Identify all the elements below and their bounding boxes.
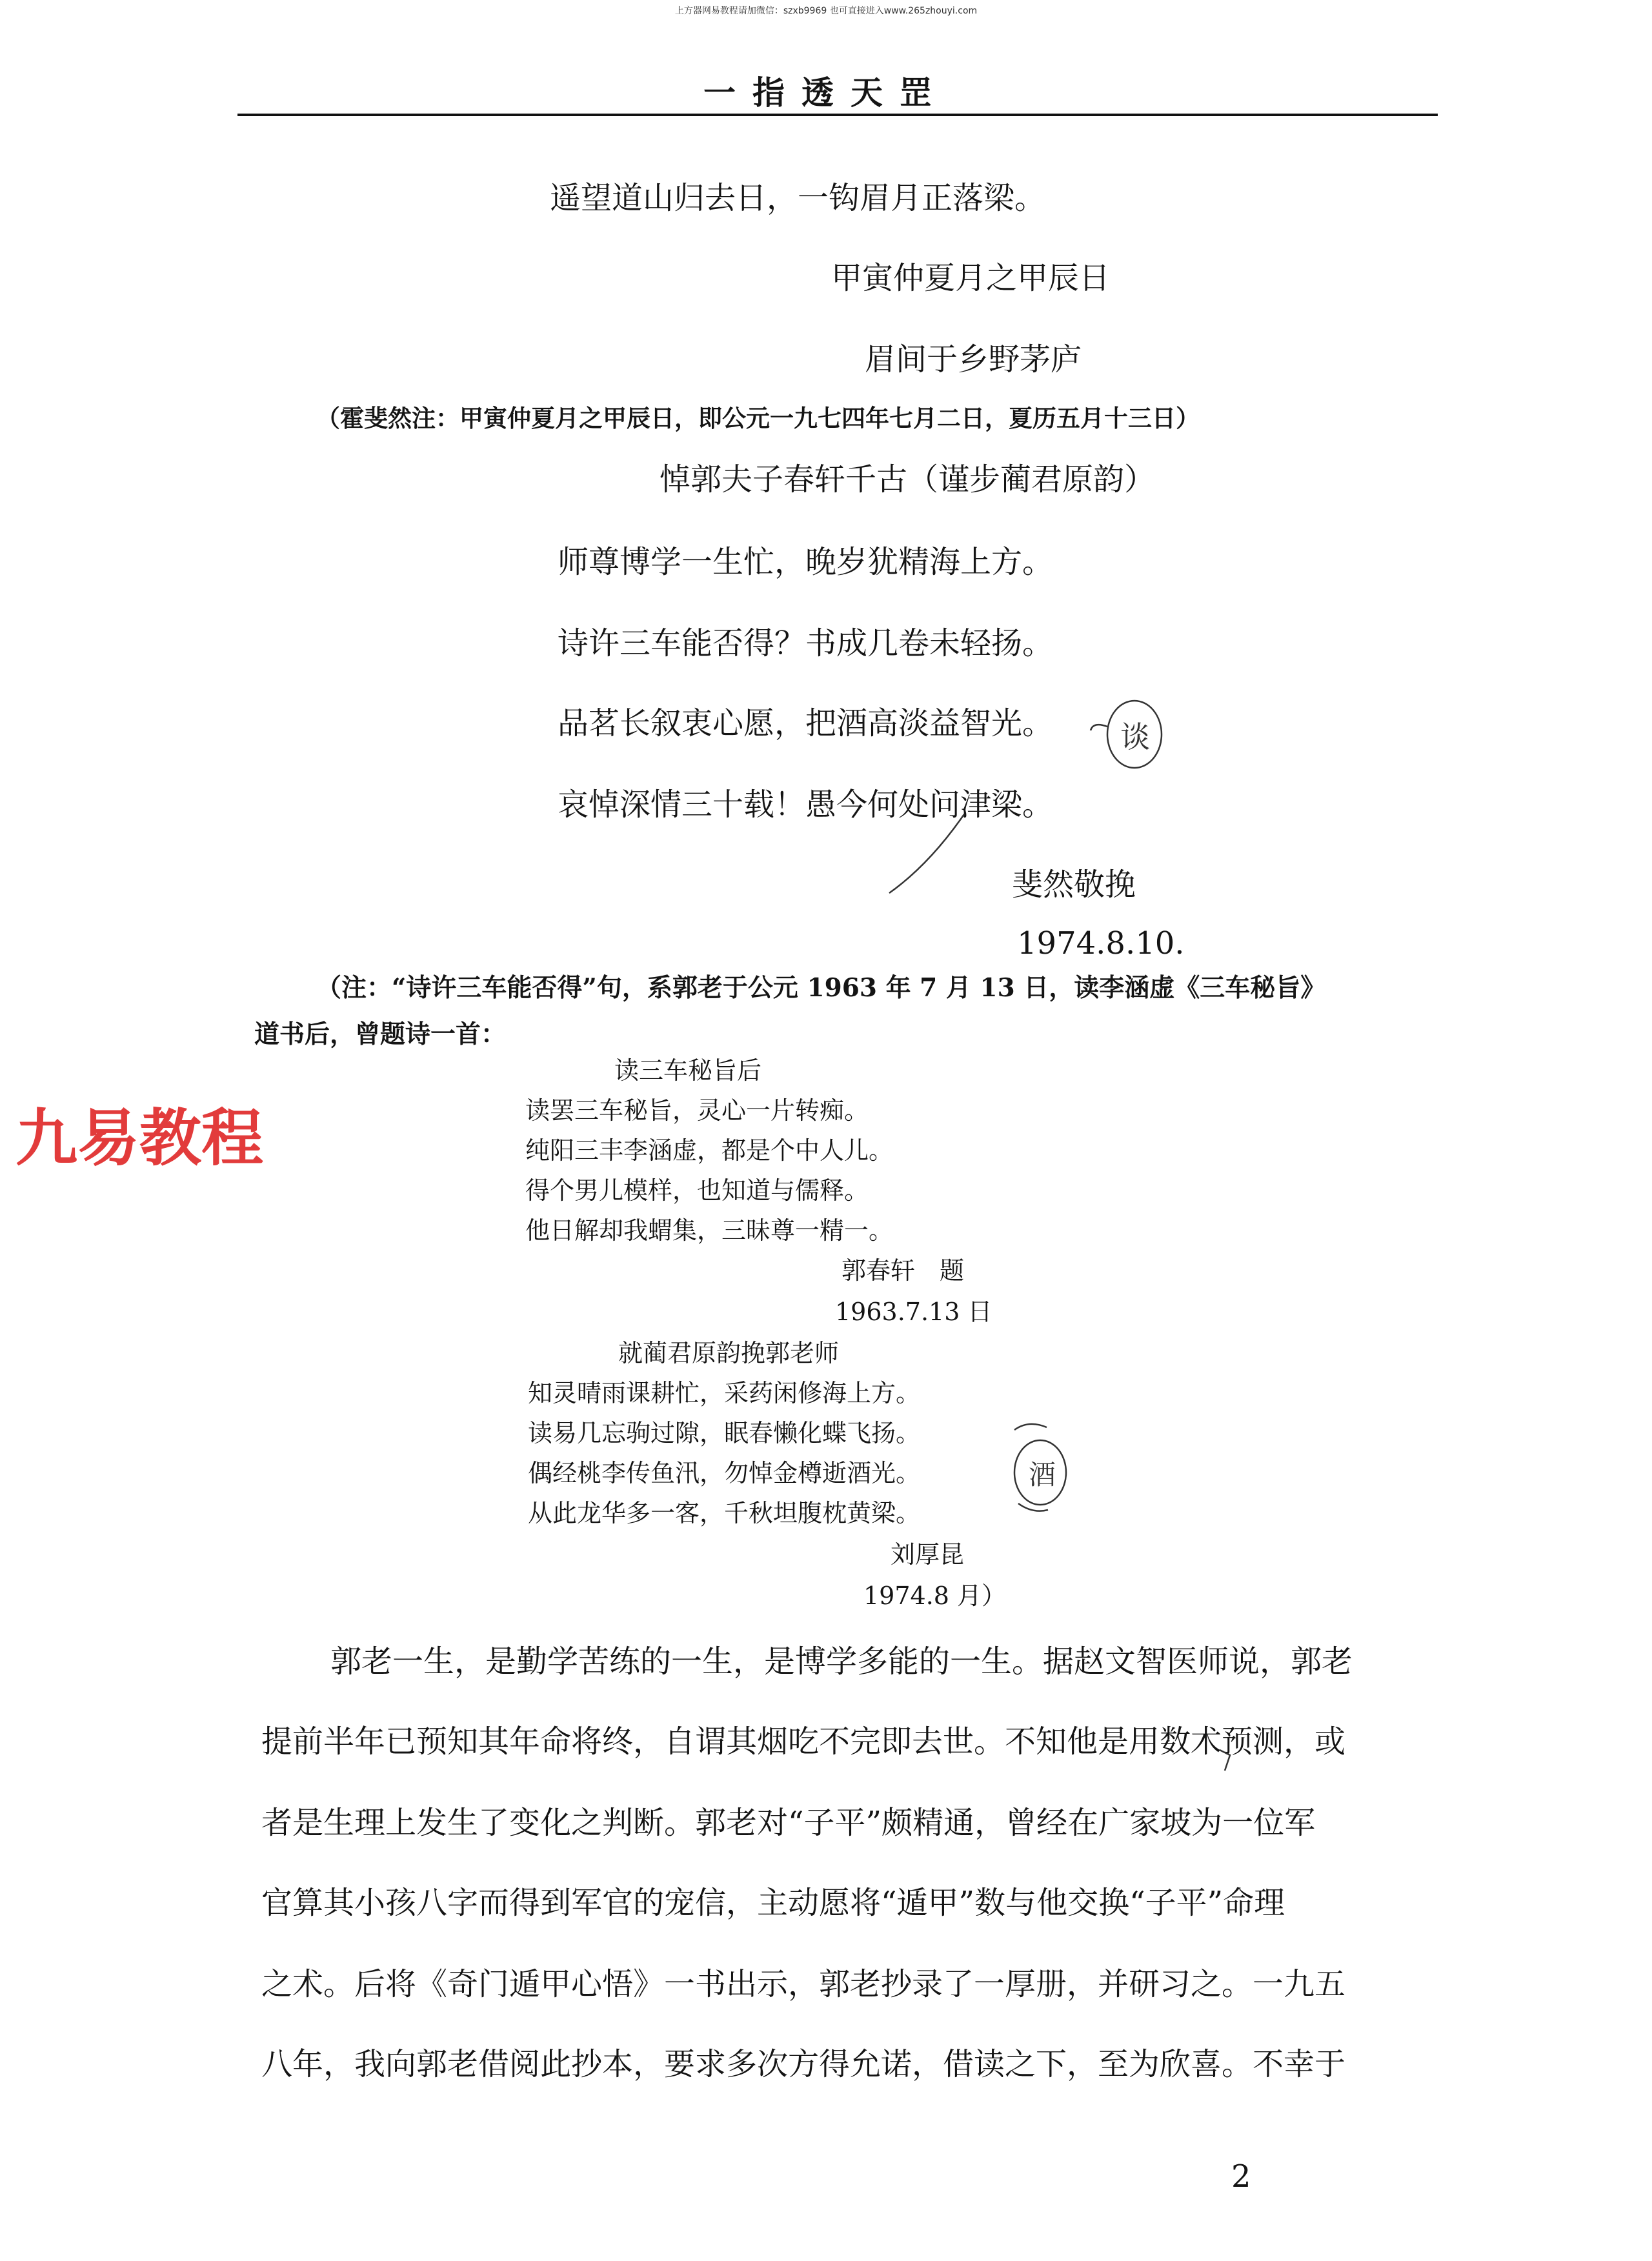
poem4-signature: 刘厚昆	[891, 1540, 965, 1569]
poem4-title: 就蔺君原韵挽郭老师	[618, 1339, 840, 1367]
poem4-line: 从此龙华多一客，千秋坦腹枕黄梁。	[528, 1499, 921, 1527]
poem2-title: 悼郭夫子春轩千古（谨步蔺君原韵）	[660, 461, 1156, 497]
poem3-line: 他日解却我蝟集，三昧尊一精一。	[525, 1216, 894, 1245]
poem3-title: 读三车秘旨后	[614, 1056, 762, 1085]
paragraph-line: 者是生理上发生了变化之判断。郭老对“子平”颇精通，曾经在广家坡为一位军	[261, 1805, 1316, 1841]
poem2-line: 品茗长叙衷心愿，把酒高淡益智光。	[558, 705, 1054, 741]
poem4-line: 偶经桃李传鱼汛，勿悼金樽逝酒光。	[528, 1459, 921, 1487]
poem4-line: 知灵晴雨课耕忙，采药闲修海上方。	[528, 1379, 921, 1407]
note2-line1: （注：“诗许三车能否得”句，系郭老于公元 1963 年 7 月 13 日，读李涵虚《三车秘旨》	[316, 973, 1326, 1003]
poem3-date: 1963.7.13 日	[835, 1298, 992, 1326]
poem3-line: 纯阳三丰李涵虚，都是个中人儿。	[525, 1136, 894, 1165]
poem1-note: （霍斐然注：甲寅仲夏月之甲辰日，即公元一九七四年七月二日，夏历五月十三日）	[316, 404, 1200, 432]
paragraph-line: 郭老一生，是勤学苦练的一生，是博学多能的一生。据赵文智医师说，郭老	[330, 1643, 1353, 1680]
poem3-line: 读罢三车秘旨，灵心一片转痴。	[525, 1096, 869, 1125]
note2-line2: 道书后，曾题诗一首：	[254, 1020, 507, 1049]
correction-pointer	[1091, 725, 1107, 730]
paragraph-line: 提前半年已预知其年命将终，自谓其烟吃不完即去世。不知他是用数术预测，或	[261, 1723, 1346, 1760]
paragraph-line: 之术。后将《奇门遁甲心悟》一书出示，郭老抄录了一厚册，并研习之。一九五	[261, 1966, 1346, 2002]
correction-stroke	[889, 814, 964, 893]
top-note: 上方器网易教程请加微信：szxb9969 也可直接进入www.265zhouyi.com	[674, 6, 978, 16]
poem1-last-line: 遥望道山归去日，一钩眉月正落梁。	[550, 180, 1046, 216]
poem2-signature: 斐然敬挽	[1012, 867, 1136, 903]
paragraph-line: 官算其小孩八字而得到军官的宠信，主动愿将“遁甲”数与他交换“子平”命理	[261, 1885, 1285, 1921]
page-header-title: 一指透天罡	[703, 74, 949, 112]
handwritten-mark: 酒	[1029, 1459, 1056, 1491]
poem4-date: 1974.8 月）	[863, 1582, 1007, 1610]
poem1-place: 眉间于乡野茅庐	[865, 341, 1082, 377]
poem2-line: 师尊博学一生忙，晚岁犹精海上方。	[558, 544, 1054, 580]
poem2-date: 1974.8.10.	[1017, 925, 1185, 961]
poem2-line: 哀悼深情三十载！愚今何处问津梁。	[558, 787, 1054, 823]
watermark: 九易教程	[15, 1102, 263, 1174]
poem3-signature: 郭春轩 题	[841, 1256, 965, 1285]
poem4-line: 读易几忘驹过隙，眠春懒化蝶飞扬。	[528, 1419, 921, 1447]
handwritten-mark: 谈	[1120, 719, 1150, 754]
correction-mark	[1220, 1750, 1230, 1771]
paragraph-line: 八年，我向郭老借阅此抄本，要求多次方得允诺，借读之下，至为欣喜。不幸于	[261, 2046, 1346, 2082]
poem2-line: 诗许三车能否得？书成几卷未轻扬。	[558, 625, 1054, 661]
correction-pointer	[1014, 1424, 1047, 1430]
poem3-line: 得个男儿模样，也知道与儒释。	[525, 1176, 869, 1205]
poem1-date: 甲寅仲夏月之甲辰日	[831, 260, 1111, 296]
page-number: 2	[1231, 2158, 1251, 2195]
